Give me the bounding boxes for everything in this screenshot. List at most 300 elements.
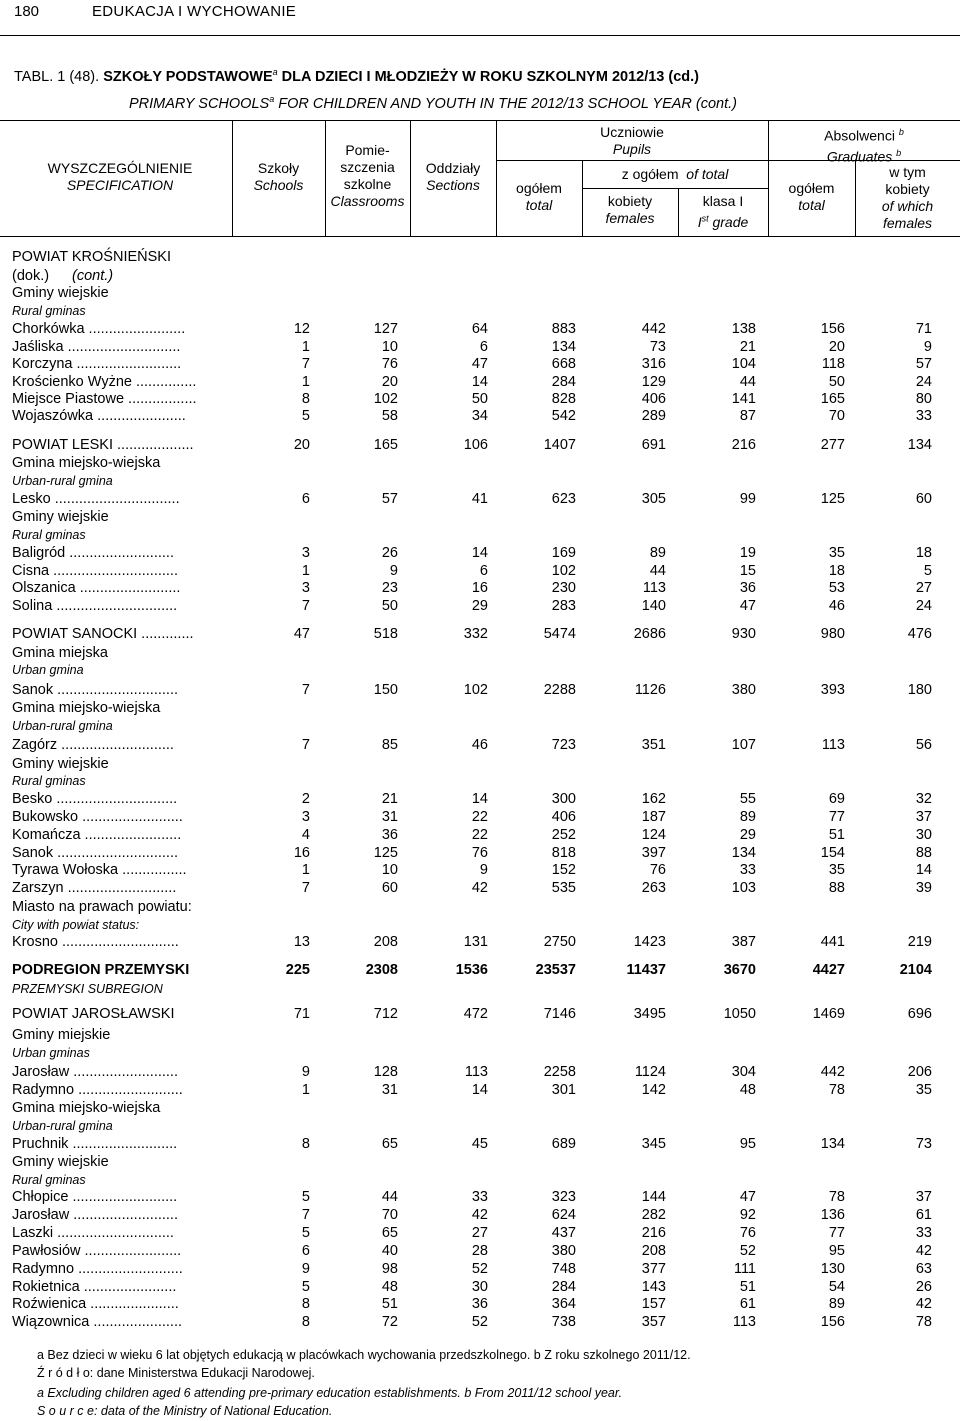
row-label: Gminy wiejskie	[12, 285, 109, 301]
cell-value: 1	[301, 339, 310, 355]
cell-value: 1469	[812, 1006, 845, 1022]
cell-value: 9	[923, 339, 932, 355]
table-row	[0, 1261, 960, 1279]
cell-value: 76	[649, 862, 666, 878]
row-label: Gminy wiejskie	[12, 509, 109, 525]
cell-value: 20	[381, 374, 398, 390]
header-females	[582, 193, 678, 227]
row-label: POWIAT JAROSŁAWSKI	[12, 1006, 175, 1022]
cell-value: 3495	[633, 1006, 666, 1022]
cell-value: 7146	[543, 1006, 576, 1022]
cell-value: 111	[733, 1261, 756, 1277]
cell-value: 16	[293, 845, 310, 861]
cell-value: 4	[301, 827, 310, 843]
header-rooms-en: Classrooms	[330, 193, 405, 209]
cell-value: 57	[915, 356, 932, 372]
cell-value: 696	[907, 1006, 932, 1022]
cell-value: 206	[907, 1064, 932, 1080]
table-row	[0, 491, 960, 509]
table-row	[0, 249, 960, 267]
cell-value: 42	[915, 1296, 932, 1312]
cell-value: 150	[373, 682, 398, 698]
row-label: Gmina miejsko-wiejska	[12, 700, 161, 716]
row-label: PODREGION PRZEMYSKI	[12, 962, 190, 978]
cell-value: 442	[820, 1064, 845, 1080]
cell-value: 624	[551, 1207, 576, 1223]
cell-value: 364	[551, 1296, 576, 1312]
cell-value: 377	[641, 1261, 666, 1277]
row-label: Pruchnik ..........................	[12, 1136, 178, 1152]
row-label: PRZEMYSKI SUBREGION	[12, 982, 163, 996]
row-label: (dok.)	[12, 268, 50, 284]
cell-value: 129	[641, 374, 666, 390]
cell-value: 26	[915, 1279, 932, 1295]
cell-value: 87	[739, 408, 756, 424]
header-females-pl: kobiety	[607, 193, 653, 209]
cell-value: 46	[471, 737, 488, 753]
cell-value: 48	[381, 1279, 398, 1295]
row-label: Gmina miejsko-wiejska	[12, 1100, 161, 1116]
cell-value: 623	[551, 491, 576, 507]
cell-value: 10	[381, 862, 398, 878]
cell-value: 48	[739, 1082, 756, 1098]
header-grade-en-a: I	[697, 213, 702, 230]
cell-value: 16	[471, 580, 488, 596]
cell-value: 219	[907, 934, 932, 950]
cell-value: 10	[381, 339, 398, 355]
row-label: Krosno .............................	[12, 934, 179, 950]
cell-value: 476	[907, 626, 932, 642]
row-label: Krościenko Wyżne ...............	[12, 374, 197, 390]
cell-value: 9	[301, 1064, 310, 1080]
table-top-rule	[0, 120, 960, 121]
cell-value: 3	[301, 545, 310, 561]
cell-value: 216	[731, 437, 756, 453]
cell-value: 33	[739, 862, 756, 878]
header-pupils	[496, 124, 768, 158]
table-row	[0, 304, 960, 322]
cell-value: 5	[301, 408, 310, 424]
row-label: Zarszyn ...........................	[12, 880, 177, 896]
cell-value: 57	[381, 491, 398, 507]
cell-value: 92	[739, 1207, 756, 1223]
cell-value: 1	[301, 374, 310, 390]
cell-value: 77	[828, 1225, 845, 1241]
cell-value: 20	[828, 339, 845, 355]
cell-value: 316	[641, 356, 666, 372]
header-specification	[20, 160, 220, 194]
cell-value: 29	[739, 827, 756, 843]
cell-value: 39	[915, 880, 932, 896]
table-row	[0, 809, 960, 827]
table-title-pl-main: SZKOŁY PODSTAWOWE	[103, 68, 273, 85]
header-which-pl1: w tym	[889, 164, 926, 180]
cell-value: 152	[551, 862, 576, 878]
row-label: Gmina miejsko-wiejska	[12, 455, 161, 471]
cell-value: 380	[731, 682, 756, 698]
table-row	[0, 663, 960, 681]
cell-value: 32	[915, 791, 932, 807]
cell-value: 50	[828, 374, 845, 390]
row-label: Bukowsko .........................	[12, 809, 183, 825]
footnote-pl: a Bez dzieci w wieku 6 lat objętych edukacją w placówkach wychowania przedszkolnego. b Z roku szkolnego 2011/12.	[37, 1348, 691, 1362]
row-label: Roźwienica ......................	[12, 1296, 179, 1312]
cell-value: 208	[373, 934, 398, 950]
cell-value: 406	[551, 809, 576, 825]
cell-value: 44	[381, 1189, 398, 1205]
source-pl: Ź r ó d ł o: dane Ministerstwa Edukacji Narodowej.	[37, 1366, 315, 1380]
row-label: Rural gminas	[12, 528, 86, 542]
cell-value: 52	[739, 1243, 756, 1259]
cell-value: 5	[301, 1279, 310, 1295]
cell-value: 345	[641, 1136, 666, 1152]
cell-value: 35	[915, 1082, 932, 1098]
of-total-group-rule	[582, 188, 768, 189]
table-row	[0, 1189, 960, 1207]
row-label: Urban-rural gmina	[12, 474, 113, 488]
table-row	[0, 774, 960, 792]
header-grads-pl: Absolwenci	[824, 127, 895, 144]
header-which-pl2: kobiety	[885, 181, 930, 197]
cell-value: 113	[464, 1064, 488, 1080]
cell-value: 99	[739, 491, 756, 507]
cell-value: 165	[373, 437, 398, 453]
table-row	[0, 1279, 960, 1297]
table-row	[0, 545, 960, 563]
row-label: Radymno ..........................	[12, 1261, 183, 1277]
cell-value: 51	[739, 1279, 756, 1295]
table-row	[0, 1100, 960, 1118]
header-of-total-en: of total	[686, 166, 729, 182]
cell-value: 157	[641, 1296, 666, 1312]
row-label: POWIAT SANOCKI .............	[12, 626, 194, 642]
table-row	[0, 1207, 960, 1225]
cell-value: 542	[551, 408, 576, 424]
header-sections	[410, 160, 496, 194]
row-label: Wiązownica ......................	[12, 1314, 183, 1330]
cell-value: 35	[828, 862, 845, 878]
cell-value: 76	[471, 845, 488, 861]
cell-value: 225	[285, 962, 310, 978]
cell-value: 134	[907, 437, 932, 453]
cell-value: 95	[739, 1136, 756, 1152]
cell-value: 56	[915, 737, 932, 753]
cell-value: 60	[381, 880, 398, 896]
cell-value: 28	[471, 1243, 488, 1259]
cell-value: 3	[301, 580, 310, 596]
cell-value: 45	[471, 1136, 488, 1152]
cell-value: 12	[293, 321, 310, 337]
cell-value: 380	[551, 1243, 576, 1259]
header-graduates-total	[768, 180, 855, 214]
cell-value: 55	[739, 791, 756, 807]
cell-value: 4427	[812, 962, 845, 978]
cell-value: 1	[301, 1082, 310, 1098]
cell-value: 930	[731, 626, 756, 642]
cell-value: 61	[739, 1296, 756, 1312]
cell-value: 11437	[626, 962, 666, 978]
cell-value: 154	[820, 845, 845, 861]
cell-value: 33	[471, 1189, 488, 1205]
cell-value: 14	[471, 1082, 488, 1098]
cell-value: 1407	[543, 437, 576, 453]
header-schools-en: Schools	[253, 177, 304, 193]
row-label: Urban-rural gmina	[12, 1119, 113, 1133]
cell-value: 36	[739, 580, 756, 596]
row-label: Solina ..............................	[12, 598, 178, 614]
cell-value: 2308	[365, 962, 398, 978]
header-grade-pl: klasa I	[702, 193, 744, 209]
cell-value: 142	[641, 1082, 666, 1098]
cell-value: 1	[301, 862, 310, 878]
row-label: City with powiat status:	[12, 918, 140, 932]
row-label: Besko ..............................	[12, 791, 178, 807]
row-label: Urban-rural gmina	[12, 719, 113, 733]
table-row	[0, 719, 960, 737]
row-label: Rural gminas	[12, 774, 86, 788]
header-of-total	[582, 166, 768, 183]
table-row	[0, 391, 960, 409]
cell-value: 14	[915, 862, 932, 878]
cell-value: 7	[301, 737, 310, 753]
cell-value: 3	[301, 809, 310, 825]
cell-value: 1536	[455, 962, 488, 978]
cell-value: 738	[551, 1314, 576, 1330]
table-row	[0, 528, 960, 546]
table-title-en-main: PRIMARY SCHOOLS	[129, 95, 270, 112]
cell-value: 31	[381, 1082, 398, 1098]
cell-value: 60	[915, 491, 932, 507]
cell-value: 128	[373, 1064, 398, 1080]
footnote-en	[37, 1386, 622, 1400]
row-label: Tyrawa Wołoska ................	[12, 862, 187, 878]
cell-value: 89	[828, 1296, 845, 1312]
cell-value: 668	[551, 356, 576, 372]
cell-value: 78	[915, 1314, 932, 1330]
table-row	[0, 285, 960, 303]
table-number: TABL. 1 (48).	[14, 68, 104, 85]
cell-value: 118	[821, 356, 845, 372]
cell-value: 51	[381, 1296, 398, 1312]
row-label: Rokietnica .......................	[12, 1279, 177, 1295]
cell-value: 26	[381, 545, 398, 561]
header-pupils-total	[496, 180, 582, 214]
cell-value: 21	[739, 339, 756, 355]
cell-value: 124	[641, 827, 666, 843]
row-label: Gminy miejskie	[12, 1027, 111, 1043]
row-label: Jarosław ..........................	[12, 1064, 178, 1080]
cell-value: 76	[381, 356, 398, 372]
cell-value: 73	[915, 1136, 932, 1152]
cell-value: 9	[479, 862, 488, 878]
header-graduates	[768, 124, 960, 165]
cell-value: 691	[641, 437, 666, 453]
table-row	[0, 563, 960, 581]
row-label: Sanok ..............................	[12, 845, 178, 861]
cell-value: 180	[907, 682, 932, 698]
table-row	[0, 962, 960, 980]
cell-value: 42	[471, 1207, 488, 1223]
cell-value: 30	[471, 1279, 488, 1295]
table-row	[0, 880, 960, 898]
cell-value: 156	[820, 1314, 845, 1330]
cell-value: 47	[739, 1189, 756, 1205]
footnote-mark-b: b	[898, 127, 904, 137]
cell-value: 7	[301, 880, 310, 896]
footnote-mark-a-en: a	[269, 94, 275, 104]
cell-value: 748	[551, 1261, 576, 1277]
cell-value: 13	[293, 934, 310, 950]
row-label: Korczyna ..........................	[12, 356, 182, 372]
row-label: Miejsce Piastowe .................	[12, 391, 197, 407]
cell-value: 136	[820, 1207, 845, 1223]
cell-value: 65	[381, 1136, 398, 1152]
cell-value: 125	[373, 845, 398, 861]
table-row	[0, 862, 960, 880]
cell-value: 14	[471, 374, 488, 390]
header-schools-pl: Szkoły	[257, 160, 300, 176]
row-label: Gminy wiejskie	[12, 1154, 109, 1170]
cell-value: 689	[551, 1136, 576, 1152]
table-title-en	[129, 94, 737, 112]
cell-value: 284	[551, 1279, 576, 1295]
row-label: Rural gminas	[12, 1173, 86, 1187]
cell-value: 35	[828, 545, 845, 561]
cell-value: 71	[915, 321, 932, 337]
cell-value: 31	[381, 809, 398, 825]
cell-value: 77	[828, 809, 845, 825]
cell-value: 7	[301, 682, 310, 698]
cell-value: 472	[463, 1006, 488, 1022]
cell-value: 58	[381, 408, 398, 424]
cell-value: 282	[641, 1207, 666, 1223]
cell-value: 441	[820, 934, 845, 950]
cell-value: 1	[301, 563, 310, 579]
cell-value: 357	[641, 1314, 666, 1330]
running-header	[0, 3, 960, 35]
row-label: Radymno ..........................	[12, 1082, 183, 1098]
cell-value: 1126	[634, 682, 666, 698]
cell-value: 54	[828, 1279, 845, 1295]
cell-value: 6	[301, 491, 310, 507]
cell-value: 18	[915, 545, 932, 561]
cell-value: 89	[649, 545, 666, 561]
cell-value: 162	[641, 791, 666, 807]
table-row	[0, 645, 960, 663]
cell-value: 304	[731, 1064, 756, 1080]
cell-value: 44	[649, 563, 666, 579]
cell-value: 208	[641, 1243, 666, 1259]
row-sublabel: (cont.)	[72, 268, 114, 284]
cell-value: 5	[923, 563, 932, 579]
cell-value: 23	[381, 580, 398, 596]
cell-value: 6	[479, 563, 488, 579]
row-label: Miasto na prawach powiatu:	[12, 899, 192, 915]
row-label: Chorkówka ........................	[12, 321, 186, 337]
cell-value: 71	[293, 1006, 310, 1022]
cell-value: 50	[471, 391, 488, 407]
header-g-total-pl: ogółem	[788, 180, 835, 196]
cell-value: 712	[373, 1006, 398, 1022]
cell-value: 141	[731, 391, 756, 407]
table-title-pl	[14, 67, 699, 85]
cell-value: 7	[301, 598, 310, 614]
header-spec-en: SPECIFICATION	[66, 177, 174, 193]
table-row	[0, 700, 960, 718]
cell-value: 53	[828, 580, 845, 596]
table-row	[0, 1314, 960, 1332]
row-label: Jarosław ..........................	[12, 1207, 178, 1223]
header-rooms-pl3: szkolne	[343, 176, 392, 192]
cell-value: 61	[915, 1207, 932, 1223]
row-label: Wojaszówka ......................	[12, 408, 186, 424]
cell-value: 44	[739, 374, 756, 390]
cell-value: 387	[731, 934, 756, 950]
cell-value: 144	[641, 1189, 666, 1205]
cell-value: 3670	[723, 962, 756, 978]
table-row	[0, 437, 960, 455]
cell-value: 134	[551, 339, 576, 355]
cell-value: 2750	[543, 934, 576, 950]
cell-value: 127	[373, 321, 398, 337]
cell-value: 22	[471, 809, 488, 825]
table-row	[0, 339, 960, 357]
cell-value: 46	[828, 598, 845, 614]
cell-value: 70	[828, 408, 845, 424]
table-row	[0, 791, 960, 809]
cell-value: 63	[915, 1261, 932, 1277]
row-label: Urban gmina	[12, 663, 84, 677]
cell-value: 20	[293, 437, 310, 453]
cell-value: 103	[731, 880, 756, 896]
cell-value: 5	[301, 1225, 310, 1241]
cell-value: 34	[471, 408, 488, 424]
cell-value: 2686	[633, 626, 666, 642]
cell-value: 14	[471, 791, 488, 807]
cell-value: 27	[915, 580, 932, 596]
header-total-pl: ogółem	[516, 180, 562, 196]
cell-value: 332	[463, 626, 488, 642]
cell-value: 14	[471, 545, 488, 561]
header-pupils-pl: Uczniowie	[600, 124, 664, 140]
cell-value: 8	[301, 1136, 310, 1152]
cell-value: 138	[731, 321, 756, 337]
cell-value: 165	[820, 391, 845, 407]
table-row	[0, 845, 960, 863]
header-rooms-pl1: Pomie-	[345, 142, 390, 158]
table-title-pl-rest: DLA DZIECI I MŁODZIEŻY W ROKU SZKOLNYM 2012/13 (cd.)	[277, 68, 699, 85]
cell-value: 393	[820, 682, 845, 698]
table-row	[0, 1046, 960, 1064]
table-row	[0, 626, 960, 644]
cell-value: 24	[915, 598, 932, 614]
row-label: Chłopice ..........................	[12, 1189, 178, 1205]
cell-value: 65	[381, 1225, 398, 1241]
table-row	[0, 509, 960, 527]
table-row	[0, 1027, 960, 1045]
table-row	[0, 1119, 960, 1137]
header-grads-en: Graduates	[826, 148, 893, 165]
cell-value: 216	[641, 1225, 666, 1241]
cell-value: 2	[301, 791, 310, 807]
table-row	[0, 899, 960, 917]
cell-value: 2258	[543, 1064, 576, 1080]
cell-value: 42	[471, 880, 488, 896]
footnote-mark-a: a	[272, 67, 278, 77]
cell-value: 24	[915, 374, 932, 390]
row-label: Sanok ..............................	[12, 682, 178, 698]
cell-value: 78	[828, 1189, 845, 1205]
